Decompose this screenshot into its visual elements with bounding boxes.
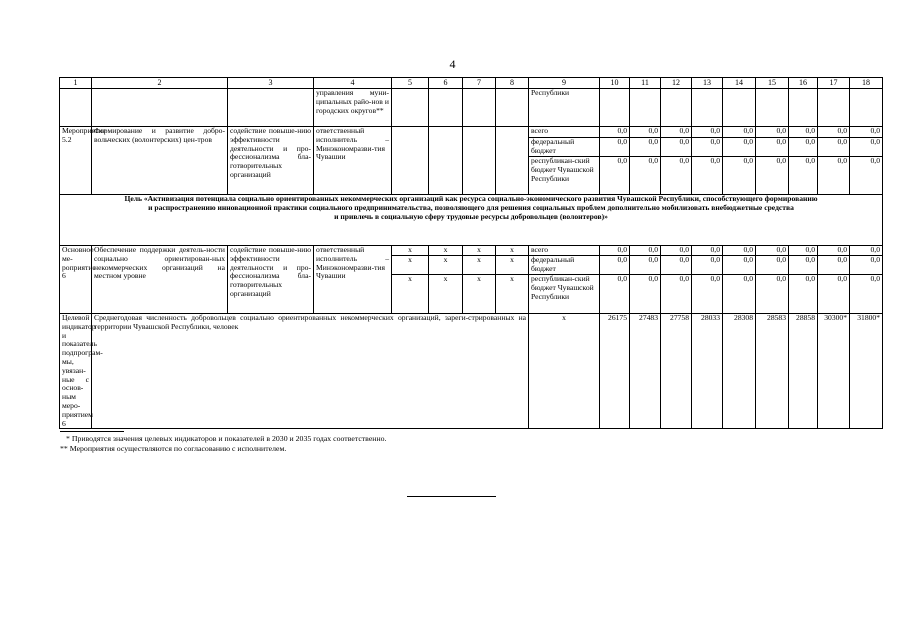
goal-heading	[60, 195, 883, 246]
funding-source-cell: федеральный бюджет	[529, 256, 600, 275]
goal-row	[60, 195, 883, 246]
amount-cell: 0,0	[789, 246, 818, 256]
indicator-source-cell: x	[529, 314, 600, 429]
col-number: 10	[600, 78, 630, 89]
budget-table	[59, 77, 883, 429]
col-number: 18	[850, 78, 883, 89]
budget-code-cell: x	[429, 246, 463, 256]
amount-cell: 0,0	[756, 157, 789, 195]
end-divider	[407, 496, 496, 497]
indicator-value-cell: 27758	[661, 314, 692, 429]
col-number: 2	[92, 78, 228, 89]
indicator-value-cell: 27483	[630, 314, 661, 429]
amount-cell: 0,0	[600, 246, 630, 256]
amount-cell: 0,0	[789, 127, 818, 138]
footnote-divider	[60, 431, 124, 432]
measure-name-cell: Обеспечение поддержки деятель-ности социально ориентирован-ных некоммерческих организаций на местном уровне	[92, 246, 228, 314]
col-number: 11	[630, 78, 661, 89]
amount-cell: 0,0	[756, 256, 789, 275]
amount-cell: 0,0	[692, 138, 723, 157]
amount-cell: 0,0	[850, 127, 883, 138]
goal-line-3: и привлечь в социальную сферу трудовые ресурсы добровольцев (волонтеров)»	[334, 211, 608, 221]
table-row-measure-5-2	[60, 127, 883, 138]
amount-cell: 0,0	[630, 275, 661, 314]
funding-source-cell: Республики	[529, 89, 600, 127]
funding-source-cell: республикан-ский бюджет Чувашской Республики	[529, 157, 600, 195]
goal-line-1: Цель «Активизация потенциала социально ориентированных некоммерческих организаций как ресурса социально-экономического развития Чувашской Республики, способствующего формированию	[124, 194, 818, 203]
amount-cell: 0,0	[723, 246, 756, 256]
amount-cell: 0,0	[692, 127, 723, 138]
amount-cell: 0,0	[789, 138, 818, 157]
amount-cell: 0,0	[818, 157, 850, 195]
amount-cell: 0,0	[723, 127, 756, 138]
amount-cell: 0,0	[661, 157, 692, 195]
amount-cell: 0,0	[600, 256, 630, 275]
col-number: 6	[429, 78, 463, 89]
col-number: 5	[392, 78, 429, 89]
col-number: 1	[60, 78, 92, 89]
indicator-value-cell: 28033	[692, 314, 723, 429]
col-number: 13	[692, 78, 723, 89]
amount-cell: 0,0	[692, 256, 723, 275]
table-row-continuation	[60, 89, 883, 127]
indicator-value-cell: 31800*	[850, 314, 883, 429]
budget-code-cell: x	[392, 256, 429, 275]
page-number: 4	[449, 57, 456, 71]
budget-code-cell: x	[496, 246, 529, 256]
measure-name-cell: Формирование и развитие добро-вольческих (волонтерских) цен-тров	[92, 127, 228, 195]
amount-cell: 0,0	[630, 138, 661, 157]
amount-cell: 0,0	[818, 138, 850, 157]
amount-cell: 0,0	[756, 246, 789, 256]
amount-cell: 0,0	[692, 275, 723, 314]
amount-cell: 0,0	[756, 127, 789, 138]
amount-cell: 0,0	[756, 275, 789, 314]
funding-source-cell: федеральный бюджет	[529, 138, 600, 157]
amount-cell: 0,0	[789, 256, 818, 275]
amount-cell: 0,0	[818, 256, 850, 275]
amount-cell: 0,0	[850, 138, 883, 157]
table-row-indicator	[60, 314, 883, 429]
footnote-1: * Приводятся значения целевых индикаторов и показателей в 2030 и 2035 годах соответственно.	[66, 434, 387, 443]
col-number: 3	[228, 78, 314, 89]
budget-code-cell: x	[392, 246, 429, 256]
table-row-main-measure-6	[60, 246, 883, 256]
amount-cell: 0,0	[600, 127, 630, 138]
amount-cell: 0,0	[692, 157, 723, 195]
indicator-value-cell: 28583	[756, 314, 789, 429]
col-number: 12	[661, 78, 692, 89]
budget-code-cell: x	[392, 275, 429, 314]
budget-code-cell: x	[463, 256, 496, 275]
funding-source-cell: республикан-ский бюджет Чувашской Республики	[529, 275, 600, 314]
goal-line-2: и распространению инновационной практики социального предпринимательства, позволяющего для решения социальных проблем дополнительно мобилизовать внебюджетные средства	[148, 202, 794, 212]
amount-cell: 0,0	[723, 157, 756, 195]
amount-cell: 0,0	[630, 127, 661, 138]
amount-cell: 0,0	[818, 127, 850, 138]
col-number: 16	[789, 78, 818, 89]
indicator-value-cell: 28858	[789, 314, 818, 429]
amount-cell: 0,0	[818, 246, 850, 256]
amount-cell: 0,0	[723, 256, 756, 275]
expected-result-cell: содействие повыше-нию эффективности деятельности и про-фессионализма бла-готворительных организаций	[228, 127, 314, 195]
budget-code-cell: x	[429, 256, 463, 275]
indicator-title-cell: Целевой индикатор и показатель подпрограм-мы, увязан-ные с основ-ным меро-приятием 6	[60, 314, 92, 429]
amount-cell: 0,0	[661, 246, 692, 256]
budget-code-cell: x	[496, 275, 529, 314]
amount-cell: 0,0	[789, 157, 818, 195]
col-number: 14	[723, 78, 756, 89]
col-number: 15	[756, 78, 789, 89]
amount-cell: 0,0	[723, 275, 756, 314]
budget-code-cell: x	[429, 275, 463, 314]
amount-cell: 0,0	[756, 138, 789, 157]
measure-title-cell: Основное ме-роприятие 6	[60, 246, 92, 314]
amount-cell: 0,0	[850, 157, 883, 195]
budget-code-cell: x	[496, 256, 529, 275]
amount-cell: 0,0	[600, 275, 630, 314]
col-number: 8	[496, 78, 529, 89]
amount-cell: 0,0	[789, 275, 818, 314]
amount-cell: 0,0	[850, 275, 883, 314]
amount-cell: 0,0	[692, 246, 723, 256]
budget-code-cell: x	[463, 246, 496, 256]
footnotes	[60, 434, 386, 453]
indicator-value-cell: 30300*	[818, 314, 850, 429]
amount-cell: 0,0	[850, 246, 883, 256]
executor-cell: ответственный исполнитель – Минэкономразви-тия Чувашии	[314, 246, 392, 314]
col-number: 7	[463, 78, 496, 89]
amount-cell: 0,0	[600, 157, 630, 195]
amount-cell: 0,0	[630, 157, 661, 195]
amount-cell: 0,0	[661, 275, 692, 314]
amount-cell: 0,0	[818, 275, 850, 314]
amount-cell: 0,0	[850, 256, 883, 275]
amount-cell: 0,0	[723, 138, 756, 157]
column-number-row	[60, 78, 883, 89]
measure-title-cell: Мероприятие 5.2	[60, 127, 92, 195]
funding-source-cell: всего	[529, 246, 600, 256]
executor-cell: ответственный исполнитель – Минэкономразви-тия Чувашии	[314, 127, 392, 195]
col-number: 17	[818, 78, 850, 89]
col-number: 9	[529, 78, 600, 89]
funding-source-cell: всего	[529, 127, 600, 138]
expected-result-cell: содействие повыше-нию эффективности деятельности и про-фессионализма бла-готворительных организаций	[228, 246, 314, 314]
amount-cell: 0,0	[600, 138, 630, 157]
footnote-2: ** Мероприятия осуществляются по согласованию с исполнителем.	[60, 443, 287, 453]
executor-cell: управления муни-ципальных райо-нов и городских округов**	[314, 89, 392, 127]
amount-cell: 0,0	[661, 127, 692, 138]
amount-cell: 0,0	[661, 138, 692, 157]
amount-cell: 0,0	[630, 256, 661, 275]
amount-cell: 0,0	[630, 246, 661, 256]
col-number: 4	[314, 78, 392, 89]
amount-cell: 0,0	[661, 256, 692, 275]
indicator-value-cell: 26175	[600, 314, 630, 429]
indicator-name-cell: Среднегодовая численность добровольцев социально ориентированных некоммерческих организаций, зареги-стрированных на территории Чувашской Республики, человек	[92, 314, 529, 429]
indicator-value-cell: 28308	[723, 314, 756, 429]
budget-code-cell: x	[463, 275, 496, 314]
